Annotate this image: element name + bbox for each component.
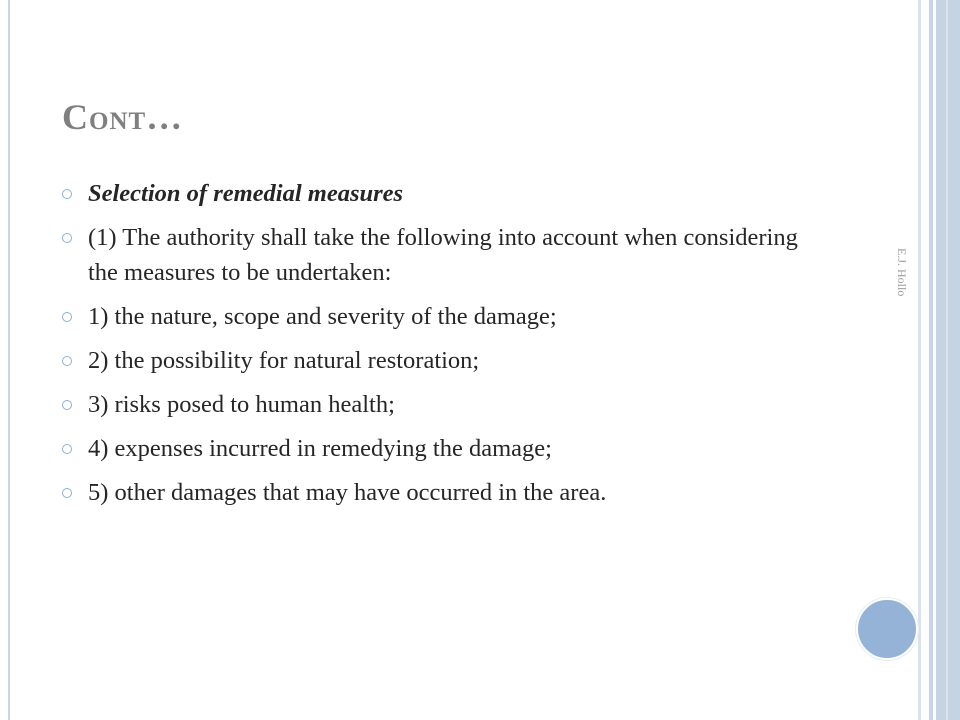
- left-border-line: [8, 0, 10, 720]
- side-stripe: [921, 0, 929, 720]
- bullet-icon: [62, 356, 72, 366]
- bullet-icon: [62, 312, 72, 322]
- bullet-icon: [62, 400, 72, 410]
- list-item: [62, 176, 822, 211]
- list-item-text: 3) risks posed to human health;: [88, 391, 395, 418]
- list-item: [62, 431, 822, 466]
- list-item-text: 5) other damages that may have occurred in the area.: [88, 479, 607, 506]
- bullet-list: [62, 176, 822, 519]
- list-item: [62, 343, 822, 378]
- decorative-circle: [856, 598, 918, 660]
- list-item: [62, 299, 822, 334]
- list-item: [62, 387, 822, 422]
- list-item-text: 2) the possibility for natural restoration;: [88, 347, 480, 374]
- footer-author: E.J. Hollo: [895, 248, 909, 297]
- list-item: [62, 475, 822, 510]
- side-stripe: [946, 0, 948, 720]
- list-item-text: 1) the nature, scope and severity of the damage;: [88, 303, 557, 330]
- bullet-icon: [62, 189, 72, 199]
- bullet-icon: [62, 444, 72, 454]
- list-item: [62, 220, 822, 290]
- list-item-text: (1) The authority shall take the following into account when considering the measures to be undertaken:: [88, 224, 798, 286]
- list-item-text: 4) expenses incurred in remedying the damage;: [88, 435, 552, 462]
- bullet-icon: [62, 233, 72, 243]
- side-stripe: [936, 0, 960, 720]
- bullet-icon: [62, 488, 72, 498]
- slide-title: Cont…: [62, 97, 184, 137]
- list-item-text: Selection of remedial measures: [88, 180, 404, 207]
